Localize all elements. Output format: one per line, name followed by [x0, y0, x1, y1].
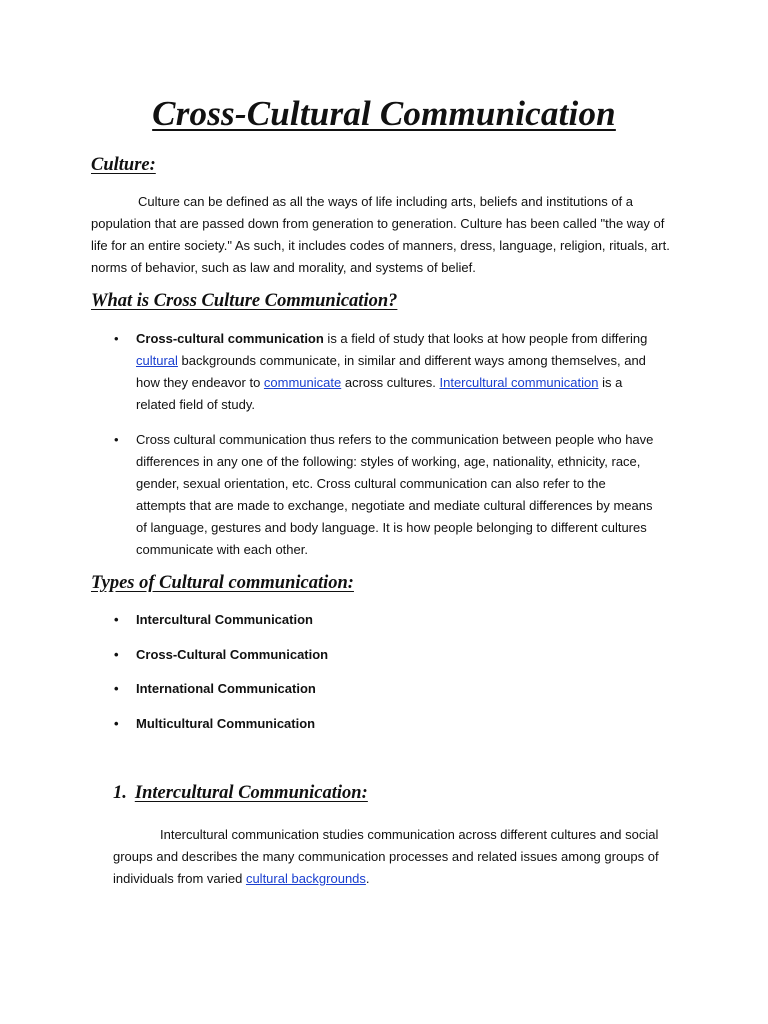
- bold-term: Cross-cultural communication: [136, 331, 324, 346]
- types-bullet-list: [114, 609, 514, 747]
- bullet-glyph: •: [114, 612, 119, 627]
- culture-paragraph: Culture can be defined as all the ways of life including arts, beliefs and institutions of a population that are passed down from generation to generation. Culture has been called "the way of life for an entire society." As such, it includes codes of manners, dress, language, religion, rituals, art. norms of behavior, such as law and morality, and systems of belief.: [91, 194, 670, 275]
- heading-what-is: What is Cross Culture Communication?: [91, 291, 398, 311]
- bullet-glyph: •: [114, 646, 119, 662]
- bullet-glyph: •: [114, 715, 119, 731]
- paragraph-text: .: [365, 871, 370, 886]
- link-cultural-backgrounds[interactable]: cultural backgrounds: [245, 871, 366, 886]
- bullet-text: is a field of study that looks at how people from differing: [323, 331, 648, 346]
- what-is-bullet-list: [114, 328, 654, 561]
- paragraph-text: Intercultural communication studies communication across different cultures and social groups and describes the many communication processes and related issues among groups of individuals from varied: [113, 827, 659, 886]
- bullet-glyph: •: [114, 681, 119, 697]
- list-item: [114, 644, 514, 666]
- type-label: Multicultural Communication: [136, 715, 316, 731]
- bullet-text: across cultures.: [341, 375, 440, 390]
- list-item: [114, 429, 654, 561]
- bullet-glyph: •: [114, 432, 119, 447]
- list-item: [114, 609, 514, 631]
- heading-intercultural: [113, 783, 368, 804]
- bullet-text: Cross cultural communication thus refers to the communication between people who have differences in any one of the following: styles of working, age, nationality, ethnicity, race, gender, sexual orientation, etc. Cross cultural communication can also refer to the attempts that are made to exchange, negotiate and mediate cultural differences by means of language, gestures and body language. It is how people belonging to different cultures communicate with each other.: [136, 432, 654, 557]
- heading-types: Types of Cultural communication:: [91, 573, 354, 593]
- bullet-glyph: •: [114, 331, 119, 346]
- section-heading-text: Intercultural Communication:: [134, 783, 368, 803]
- link-communicate[interactable]: communicate: [263, 375, 342, 390]
- link-intercultural-communication[interactable]: Intercultural communication: [439, 375, 599, 390]
- list-item: [114, 713, 514, 735]
- page-title: Cross-Cultural Communication: [152, 94, 616, 133]
- heading-culture: Culture:: [91, 155, 156, 175]
- list-item: [114, 328, 654, 416]
- bullet-text: backgrounds communicate, in similar and different ways among themselves, and how they endeavor to: [136, 353, 646, 390]
- intercultural-paragraph: [113, 824, 668, 890]
- type-label: International Communication: [136, 681, 316, 697]
- type-label: Intercultural Communication: [136, 612, 313, 627]
- section-number: 1.: [113, 783, 127, 803]
- link-cultural[interactable]: cultural: [136, 353, 178, 368]
- list-item: [114, 678, 514, 700]
- type-label: Cross-Cultural Communication: [136, 646, 329, 662]
- bullet-text: is a related field of study.: [136, 375, 623, 412]
